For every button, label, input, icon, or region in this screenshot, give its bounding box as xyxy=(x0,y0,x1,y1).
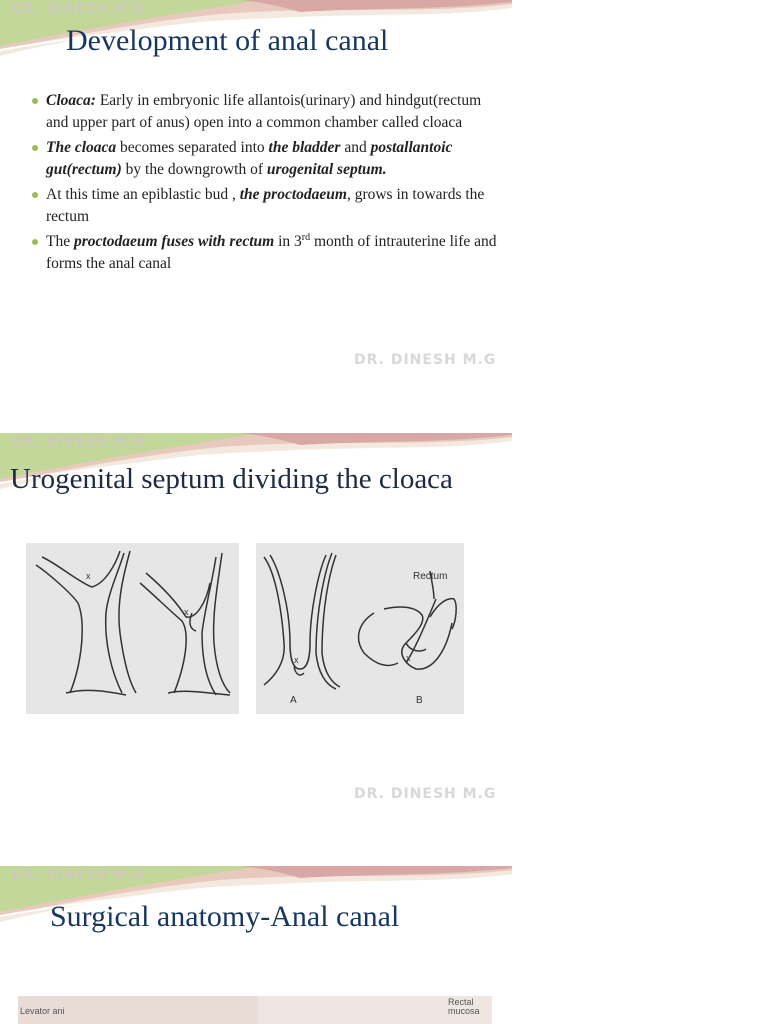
rectum-label: Rectum xyxy=(413,571,448,582)
slide-development-of-anal-canal xyxy=(0,0,512,420)
bullet-text-part: proctodaeum fuses with rectum xyxy=(73,233,275,250)
watermark-top: DR. DINESH M.G xyxy=(12,2,146,17)
bullet-text-part: postallantoic gut(rectum) xyxy=(46,139,453,178)
bullet-item xyxy=(28,137,498,181)
bullet-text-part: The xyxy=(46,233,74,250)
bullet-text-part: Cloaca: xyxy=(46,92,96,109)
bullet-text-part: the proctodaeum xyxy=(239,186,347,203)
bullet-text-part: Early in embryonic life allantois(urinary) and hindgut(rectum and upper part of anus) open into a common chamber called cloaca xyxy=(46,92,482,131)
bullet-text-part: , grows in towards the rectum xyxy=(46,186,485,225)
bullet-text-part: urogenital septum. xyxy=(266,161,387,178)
label-b: B xyxy=(416,695,423,706)
embryo-diagram-right xyxy=(256,543,464,714)
bullet-list xyxy=(28,90,498,278)
bullet-text-part: in 3 xyxy=(274,233,302,250)
bullet-text-part: the bladder xyxy=(268,139,341,156)
bullet-text-part: becomes separated into xyxy=(116,139,269,156)
slide-title: Development of anal canal xyxy=(66,24,389,57)
bullet-text-part: by the downgrowth of xyxy=(121,161,267,178)
proctodaeum-sketch xyxy=(256,543,464,714)
watermark-bottom: DR. DINESH M.G xyxy=(354,786,497,802)
slide-surgical-anatomy xyxy=(0,866,512,1024)
bullet-text-part: and xyxy=(340,139,371,156)
watermark-top: DR. DINESH M.G xyxy=(12,435,146,450)
slide-title: Urogenital septum dividing the cloaca xyxy=(10,463,453,495)
slide-urogenital-septum xyxy=(0,433,512,843)
label-x: x xyxy=(184,607,189,617)
watermark-top: DR. DINESH M.G xyxy=(12,868,146,883)
rectal-mucosa-label: Rectal mucosa xyxy=(448,997,480,1016)
bullet-text-part: rd xyxy=(301,231,311,243)
levator-ani-label: Levator ani xyxy=(20,1006,65,1016)
label-a: A xyxy=(290,695,297,706)
bullet-item xyxy=(28,184,498,228)
bullet-item xyxy=(28,231,498,275)
watermark-bottom: DR. DINESH M.G xyxy=(354,352,497,368)
cloaca-sketch xyxy=(26,543,239,714)
label-x: x xyxy=(294,655,299,665)
bullet-text-part: The cloaca xyxy=(46,139,117,156)
slide-title: Surgical anatomy-Anal canal xyxy=(50,900,400,933)
bullet-text-part: At this time an epiblastic bud , xyxy=(46,186,240,203)
label-x: x xyxy=(86,571,91,581)
bullet-text-part: month of intrauterine life and forms the anal canal xyxy=(46,233,497,272)
label-x: x xyxy=(406,653,411,663)
anal-canal-figure xyxy=(18,996,492,1024)
embryo-diagram-left xyxy=(26,543,239,714)
bullet-item xyxy=(28,90,498,134)
